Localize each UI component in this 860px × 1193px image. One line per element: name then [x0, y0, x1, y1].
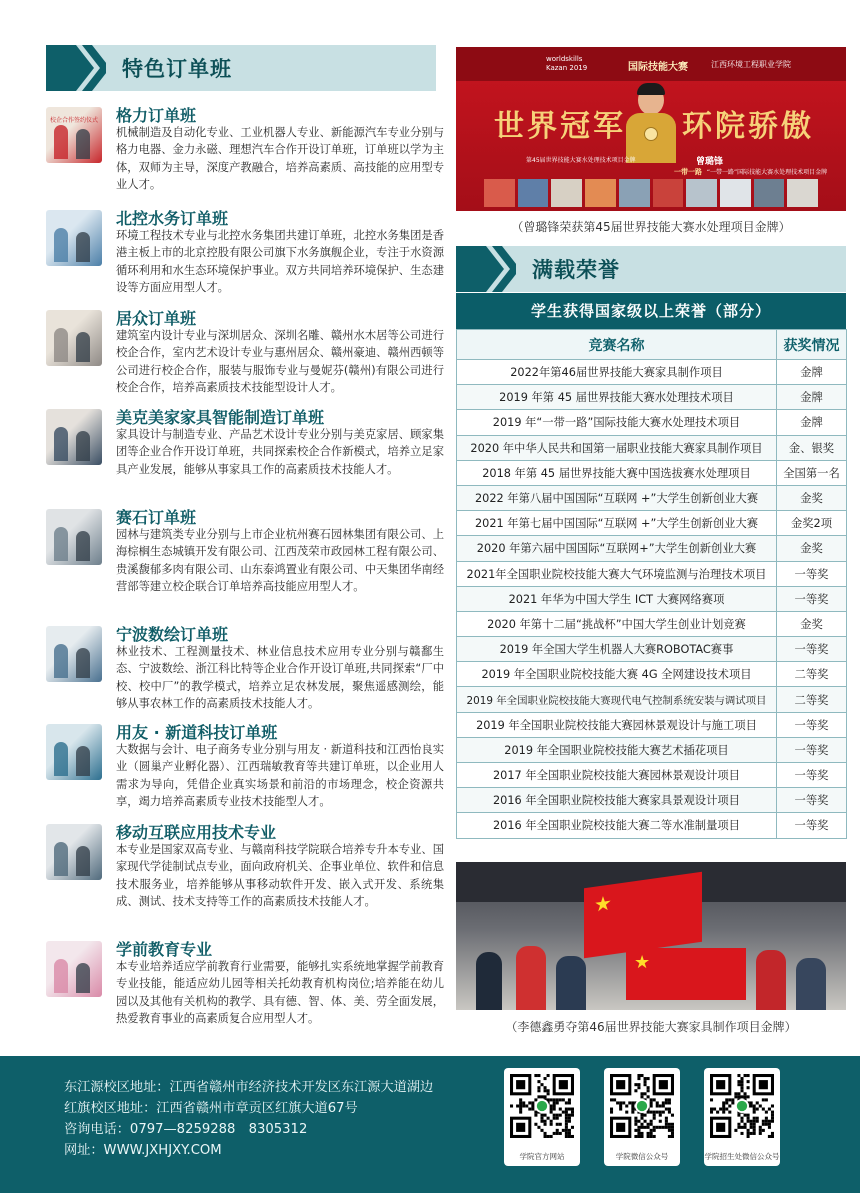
honor-award: 一等奖: [777, 788, 847, 813]
honor-award: 金、银奖: [777, 435, 847, 460]
program-name: 美克美家家具智能制造订单班: [116, 408, 325, 427]
honor-award: 金奖: [777, 485, 847, 510]
honor-row: [457, 511, 847, 536]
program-name: 格力订单班: [116, 106, 197, 125]
honor-competition: 2020 年第十二届“挑战杯”中国大学生创业计划竞赛: [457, 611, 777, 636]
honor-competition: 2019 年全国职业院校技能大赛现代电气控制系统安装与调试项目: [457, 687, 777, 712]
flag-star-icon: ★: [634, 952, 651, 973]
honor-award: 金牌: [777, 410, 847, 435]
honor-competition: 2017 年全国职业院校技能大赛园林景观设计项目: [457, 763, 777, 788]
program-item: [46, 937, 444, 1037]
honor-award: 一等奖: [777, 586, 847, 611]
banner-subtitle-left: 第45届世界技能大赛水处理技术项目金牌: [526, 157, 636, 164]
honor-row: [457, 662, 847, 687]
program-thumbnail: [46, 310, 102, 366]
award-ceremony-photo: [456, 862, 846, 1010]
program-item: [46, 505, 444, 605]
champion-name: 曾璐锋: [696, 157, 724, 167]
program-item: [46, 306, 444, 406]
honor-row: [457, 712, 847, 737]
event-logo: 国际技能大赛: [628, 62, 688, 73]
honor-row: [457, 586, 847, 611]
honor-award: 二等奖: [777, 662, 847, 687]
honor-competition: 2020 年第六届中国国际“互联网+”大学生创新创业大赛: [457, 536, 777, 561]
left-section-header: [46, 45, 436, 91]
program-name: 赛石订单班: [116, 508, 197, 527]
honor-award: 一等奖: [777, 637, 847, 662]
honor-row: [457, 611, 847, 636]
honor-competition: 2019 年全国大学生机器人大赛ROBOTAC赛事: [457, 637, 777, 662]
honor-award: 一等奖: [777, 712, 847, 737]
left-section-title: 特色订单班: [122, 57, 232, 81]
school-logo: 江西环境工程职业学院: [711, 60, 791, 69]
honor-competition: 2020 年中华人民共和国第一届职业技能大赛家具制作项目: [457, 435, 777, 460]
qr-label: 学院微信公众号: [615, 1152, 669, 1161]
belt-road-badge: 一带一路: [674, 168, 702, 176]
honor-row: [457, 360, 847, 385]
honor-competition: 2021年全国职业院校技能大赛大气环境监测与治理技术项目: [457, 561, 777, 586]
honor-award: 一等奖: [777, 737, 847, 762]
program-item: [46, 206, 444, 306]
photo2-caption: （李德鑫勇夺第46届世界技能大赛家具制作项目金牌）: [505, 1020, 797, 1034]
program-description: 园林与建筑类专业分别与上市企业杭州赛石园林集团有限公司、上海棕榈生态城镇开发有限公司、江西茂荣市政园林工程有限公司、贵溪馥郁多肉有限公司、山东泰鸿置业有限公司、中天集团华南经营部等建立校企联合订单培养高技能应用型人才。: [116, 528, 444, 594]
banner-headline-right: 环院骄傲: [682, 109, 814, 144]
honor-competition: 2021 年华为中国大学生 ICT 大赛网络赛项: [457, 586, 777, 611]
honor-award: 金奖: [777, 536, 847, 561]
program-name: 移动互联应用技术专业: [116, 823, 277, 842]
program-description: 机械制造及自动化专业、工业机器人专业、新能源汽车专业分别与格力电器、金力永磁、理想汽车合作开设订单班，订单班以学为主体，双师为主导，深度产教融合，培养高素质、高技能的应用型专业人才。: [116, 126, 444, 192]
program-description: 环境工程技术专业与北控水务集团共建订单班，北控水务集团是香港主板上市的北京控股有限公司旗下水务旗舰企业，专注于水资源循环利用和水生态环境保护事业。双方共同培养环境保护、生态建设等方面应用型人才。: [116, 229, 444, 295]
address-hongqi: 红旗校区地址：江西省赣州市章贡区红旗大道67号: [64, 1101, 358, 1116]
program-name: 北控水务订单班: [116, 209, 229, 228]
banner-caption: （曾璐锋荣获第45届世界技能大赛水处理项目金牌）: [511, 220, 791, 234]
honor-competition: 2019 年第 45 届世界技能大赛水处理技术项目: [457, 385, 777, 410]
program-description: 本专业培养适应学前教育行业需要，能够扎实系统地掌握学前教育专业技能，能适应幼儿园等相关托幼教育机构岗位;培养能在幼儿园以及其他有关机构的教学、具有德、智、体、美、劳全面发展，热爱教育事业的高素质复合应用型人才。: [116, 960, 444, 1026]
program-thumbnail: [46, 724, 102, 780]
program-item: [46, 820, 444, 920]
honor-award: 一等奖: [777, 561, 847, 586]
honor-row: [457, 385, 847, 410]
honor-competition: 2019 年全国职业院校技能大赛艺术插花项目: [457, 737, 777, 762]
champion-banner: [456, 47, 846, 211]
program-description: 建筑室内设计专业与深圳居众、深圳名雕、赣州水木居等公司进行校企合作，室内艺术设计专业与惠州居众、赣州豪迪、赣州西顿等公司进行校企合作，服装与服饰专业与曼妮芬(赣州)有限公司进行校企合作，培养高素质技术技能型设计人才。: [116, 329, 444, 395]
honor-table-header-row: [457, 330, 847, 360]
qr-code-wechat[interactable]: [604, 1068, 680, 1166]
banner-subtitle-right-text: “一带一路”国际技能大赛水处理技术项目金牌: [706, 169, 828, 176]
honor-competition: 2019 年全国职业院校技能大赛园林景观设计与施工项目: [457, 712, 777, 737]
qr-code-website[interactable]: [504, 1068, 580, 1166]
program-description: 大数据与会计、电子商务专业分别与用友 · 新道科技和江西怡良实业（圆巢产业孵化器）、江西瑞敏教育等共建订单班，以企业用人需求为导向，凭借企业真实场景和前沿的市场理念，校企资源共享，竭力培养高素质专业技术技能型人才。: [116, 743, 444, 809]
program-thumbnail: [46, 409, 102, 465]
honor-row: [457, 410, 847, 435]
program-description: 家具设计与制造专业、产品艺术设计专业分别与美克家居、顾家集团等企业合作开设订单班，共同探索校企合作新模式，培养立足家具产业发展，能够从事家具工作的高素质技术技能人才。: [116, 428, 444, 476]
honor-row: [457, 435, 847, 460]
program-thumbnail: [46, 210, 102, 266]
program-item: [46, 405, 444, 505]
honor-row: [457, 687, 847, 712]
honor-row: [457, 813, 847, 838]
program-thumbnail: [46, 626, 102, 682]
honor-row: [457, 763, 847, 788]
honor-row: [457, 788, 847, 813]
program-thumbnail: [46, 509, 102, 565]
honor-competition: 2022 年第八届中国国际“互联网 +”大学生创新创业大赛: [457, 485, 777, 510]
honor-award: 全国第一名: [777, 460, 847, 485]
program-thumbnail: [46, 824, 102, 880]
honor-competition: 2018 年第 45 届世界技能大赛中国选拔赛水处理项目: [457, 460, 777, 485]
col-header-award: 获奖情况: [777, 330, 847, 360]
honor-award: 金牌: [777, 385, 847, 410]
honor-competition: 2021 年第七届中国国际“互联网 +”大学生创新创业大赛: [457, 511, 777, 536]
qr-code-icon: [510, 1074, 574, 1138]
address-dongjiangyuan: 东江源校区地址：江西省赣州市经济技术开发区东江源大道湖边: [64, 1080, 434, 1095]
program-item: [46, 103, 444, 203]
honor-table-panel: [456, 293, 846, 839]
honor-competition: 2019 年“一带一路”国际技能大赛水处理技术项目: [457, 410, 777, 435]
qr-code-icon: [710, 1074, 774, 1138]
honor-row: [457, 536, 847, 561]
program-name: 用友 · 新道科技订单班: [116, 723, 278, 742]
honor-competition: 2016 年全国职业院校技能大赛家具景观设计项目: [457, 788, 777, 813]
honor-competition: 2019 年全国职业院校技能大赛 4G 全网建设技术项目: [457, 662, 777, 687]
col-header-name: 竞赛名称: [457, 330, 777, 360]
qr-code-admissions[interactable]: [704, 1068, 780, 1166]
honor-award: 金牌: [777, 360, 847, 385]
flag-star-icon: ★: [594, 890, 612, 917]
chevron-right-icon: [46, 45, 106, 91]
worldskills-logo: worldskills Kazan 2019: [546, 55, 588, 72]
honor-table: [456, 329, 847, 839]
banner-subtitle-right: [674, 167, 844, 177]
honor-award: 一等奖: [777, 763, 847, 788]
chevron-right-icon: [456, 246, 516, 292]
program-description: 本专业是国家双高专业、与赣南科技学院联合培养专升本专业、国家现代学徒制试点专业，面向政府机关、企事业单位、软件和信息技术服务业，培养能够从事移动软件开发、嵌入式开发、系统集成、测试、技术支持等工作的高素质技术技能人才。: [116, 843, 444, 909]
crowd: [456, 942, 846, 1010]
right-section-title: 满载荣誉: [532, 258, 620, 282]
honor-table-title: 学生获得国家级以上荣誉（部分）: [456, 293, 846, 329]
champion-portrait: [624, 83, 678, 163]
program-name: 学前教育专业: [116, 940, 213, 959]
program-name: 宁波数绘订单班: [116, 625, 229, 644]
honor-award: 金奖: [777, 611, 847, 636]
thumbnail-caption: 校企合作签约仪式: [49, 117, 98, 124]
honor-row: [457, 460, 847, 485]
honor-award: 金奖2项: [777, 511, 847, 536]
honor-competition: 2022年第46届世界技能大赛家具制作项目: [457, 360, 777, 385]
right-section-header: [456, 246, 846, 292]
program-item: [46, 622, 444, 722]
program-item: [46, 720, 444, 820]
honor-award: 一等奖: [777, 813, 847, 838]
honor-row: [457, 637, 847, 662]
qr-label: 学院招生处微信公众号: [704, 1152, 780, 1161]
honor-award: 二等奖: [777, 687, 847, 712]
program-name: 居众订单班: [116, 309, 197, 328]
phone-number: 咨询电话：0797—8259288 8305312: [64, 1122, 308, 1137]
qr-label: 学院官方网站: [519, 1152, 565, 1161]
footer: [0, 1056, 860, 1193]
banner-photo-strip: [484, 179, 818, 207]
banner-headline-left: 世界冠军: [494, 109, 626, 144]
honor-row: [457, 485, 847, 510]
honor-row: [457, 561, 847, 586]
honor-row: [457, 737, 847, 762]
qr-code-icon: [610, 1074, 674, 1138]
program-description: 林业技术、工程测量技术、林业信息技术应用专业分别与赣鄱生态、宁波数绘、浙江科比特等企业合作开设订单班,共同探索“厂中校、校中厂”的教学模式，培养立足农林发展，聚焦遥感测绘，能够从事农林工作的高素质技术技能人才。: [116, 645, 444, 711]
website-url[interactable]: 网址：WWW.JXHJXY.COM: [64, 1143, 222, 1158]
program-thumbnail: [46, 941, 102, 997]
honor-competition: 2016 年全国职业院校技能大赛二等水准制量项目: [457, 813, 777, 838]
